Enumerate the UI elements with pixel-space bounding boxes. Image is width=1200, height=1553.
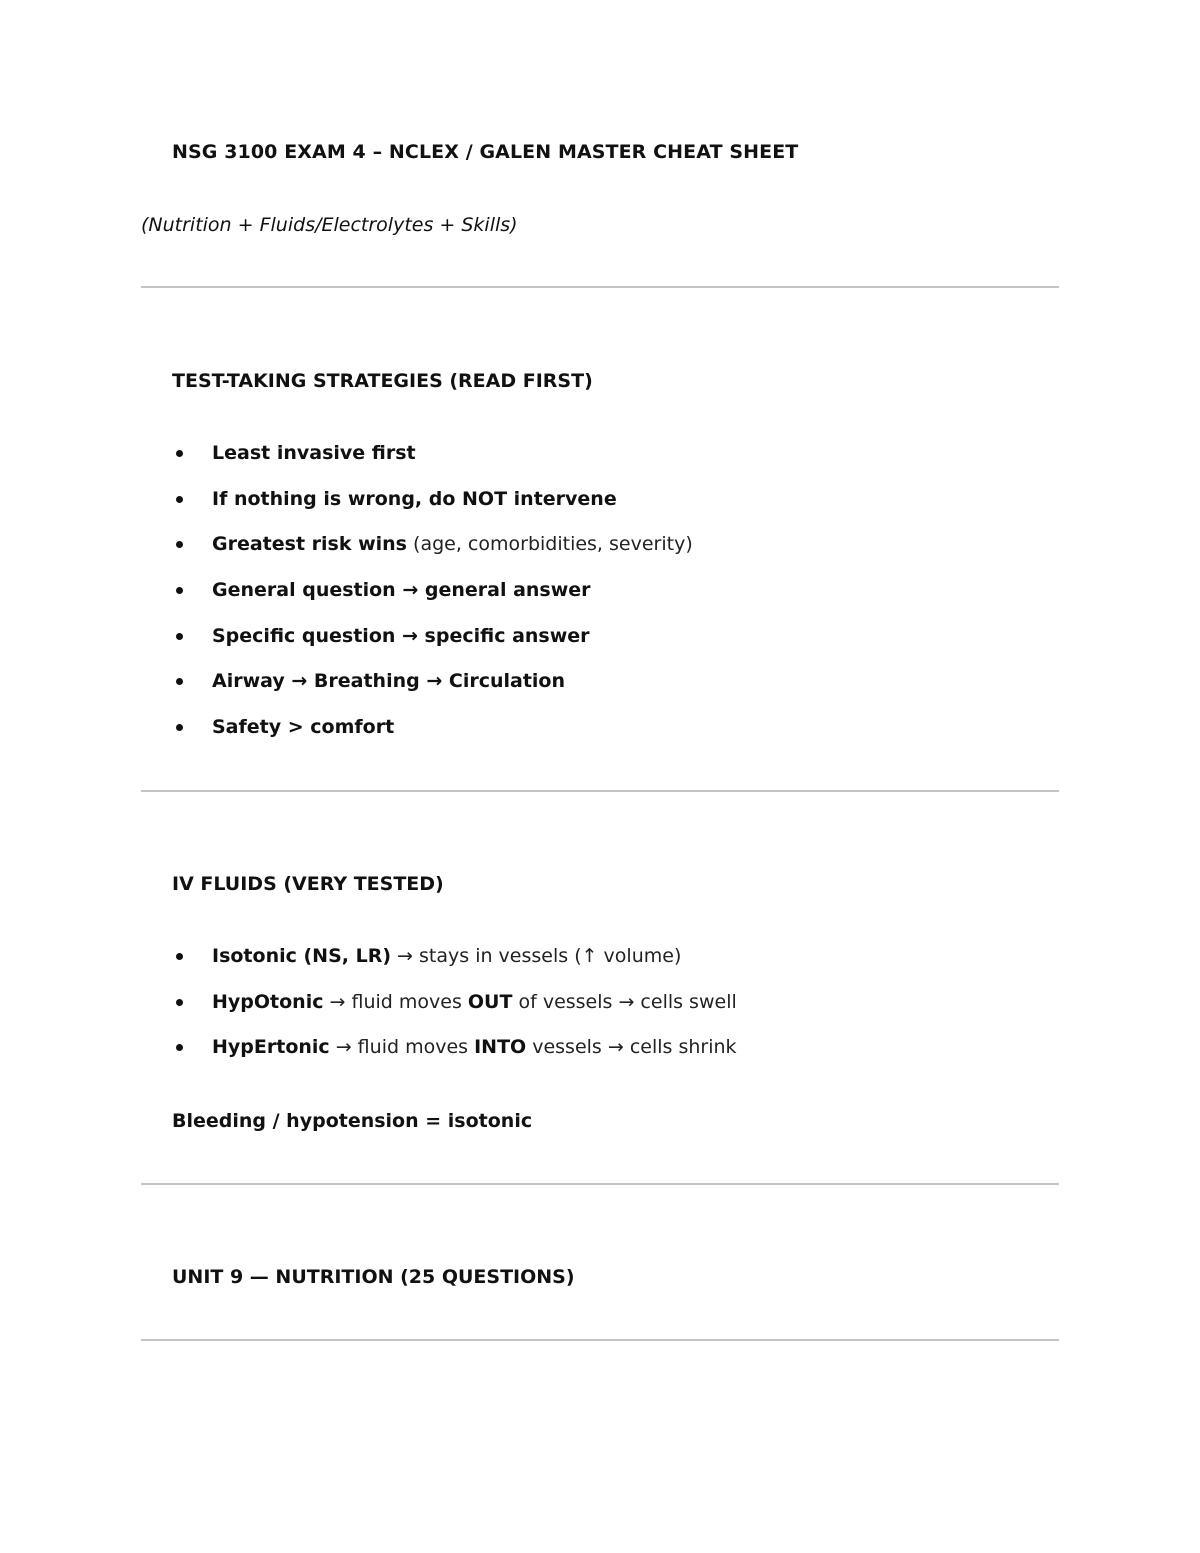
bullet-icon (176, 1044, 183, 1051)
list-item: Specific question → specific answer (172, 623, 693, 669)
bullet-icon (176, 724, 183, 731)
list-item: HypOtonic → fluid moves OUT of vessels → cells swell (172, 989, 737, 1035)
list-item: Airway → Breathing → Circulation (172, 668, 693, 714)
divider (141, 790, 1059, 792)
iv-fluids-note: Bleeding / hypotension = isotonic (172, 1110, 533, 1132)
list-item: Safety > comfort (172, 714, 693, 760)
bullet-icon (176, 999, 183, 1006)
bullet-icon (176, 633, 183, 640)
divider (141, 286, 1059, 288)
list-item: HypErtonic → fluid moves INTO vessels → cells shrink (172, 1034, 737, 1080)
bullet-icon (176, 587, 183, 594)
section-heading-unit9: UNIT 9 — NUTRITION (25 QUESTIONS) (172, 1266, 575, 1288)
bullet-icon (176, 678, 183, 685)
iv-fluids-list (172, 943, 737, 1080)
bullet-icon (176, 953, 183, 960)
list-item: General question → general answer (172, 577, 693, 623)
divider (141, 1183, 1059, 1185)
document-subtitle: (Nutrition + Fluids/Electrolytes + Skills) (141, 214, 518, 236)
bullet-icon (176, 496, 183, 503)
divider (141, 1339, 1059, 1341)
strategies-list (172, 440, 693, 760)
section-heading-iv-fluids: IV FLUIDS (VERY TESTED) (172, 873, 444, 895)
bullet-icon (176, 541, 183, 548)
list-item: Least invasive first (172, 440, 693, 486)
bullet-icon (176, 450, 183, 457)
list-item: Greatest risk wins (age, comorbidities, severity) (172, 531, 693, 577)
list-item: If nothing is wrong, do NOT intervene (172, 486, 693, 532)
document-title: NSG 3100 EXAM 4 – NCLEX / GALEN MASTER CHEAT SHEET (172, 141, 799, 163)
list-item: Isotonic (NS, LR) → stays in vessels (↑ volume) (172, 943, 737, 989)
section-heading-strategies: TEST-TAKING STRATEGIES (READ FIRST) (172, 370, 593, 392)
